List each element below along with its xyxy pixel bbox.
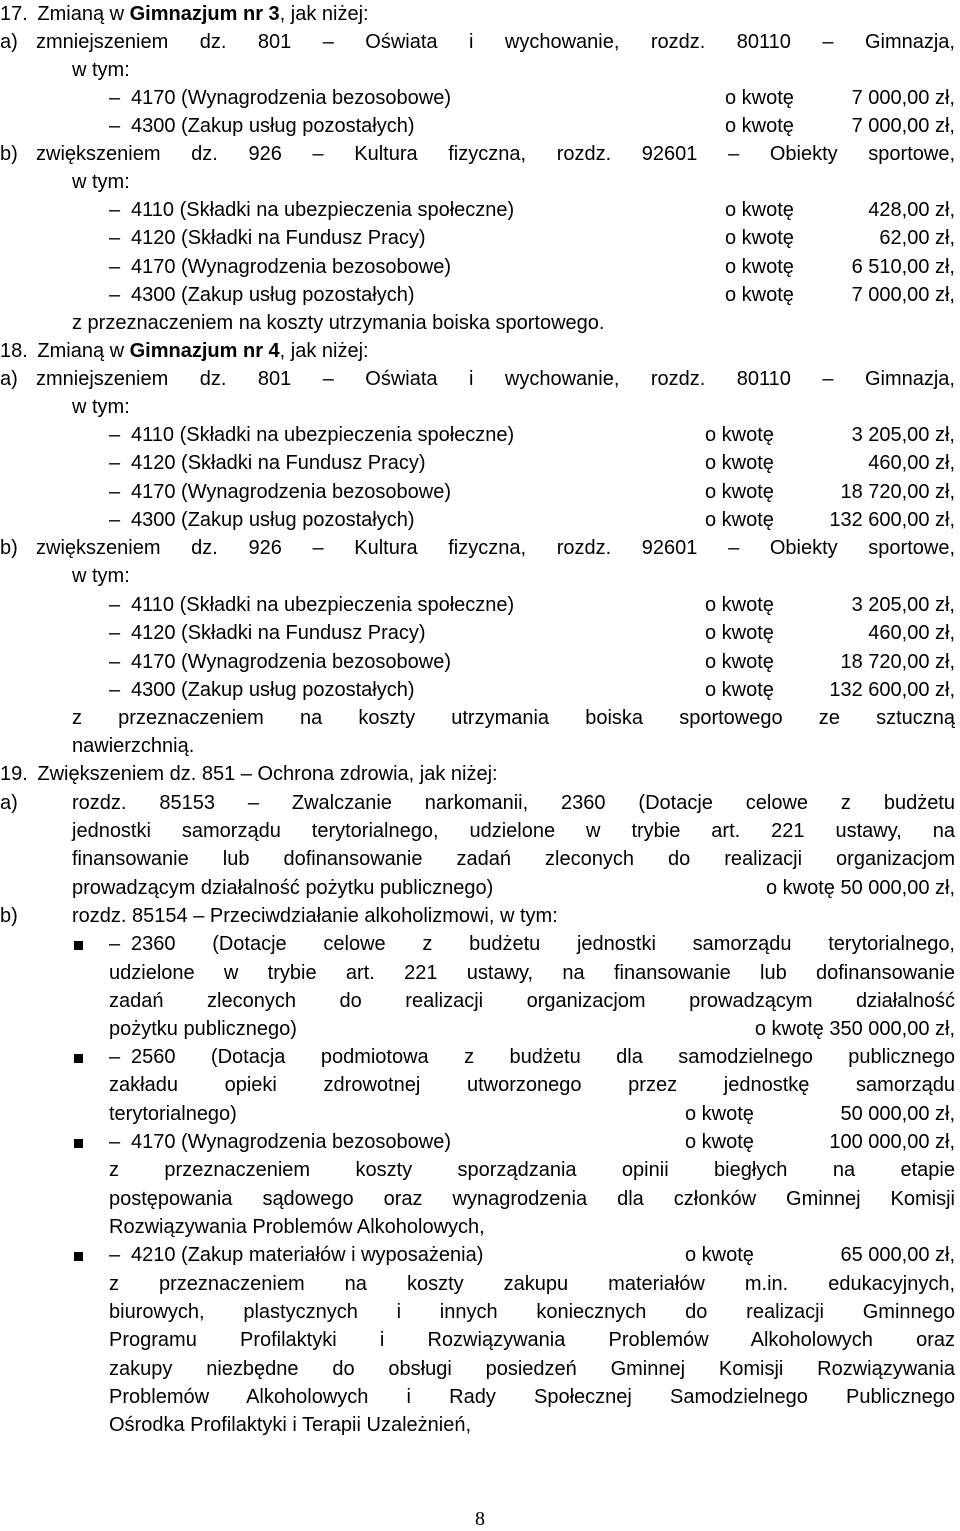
item-description: 4110 (Składki na ubezpieczenia społeczne) [131,594,515,616]
budget-line-item [109,253,955,281]
dash-icon: – [109,115,121,137]
budget-line-item [109,281,955,309]
school-name: Gimnazjum nr 3 [129,3,280,25]
subpoint-b-text: zwiększeniem dz. 926 – Kultura fizyczna, rozdz. 92601 – Obiekty sportowe, [36,143,955,165]
item-description: 4170 (Wynagrodzenia bezosobowe) [131,650,452,673]
amount: 460,00 zł, [868,622,955,645]
section-17-heading: 17. Zmianą w Gimnazjum nr 3, jak niżej: [0,3,369,25]
school-name: Gimnazjum nr 4 [129,340,280,362]
dash-icon: – [109,227,121,250]
budget-line-item [109,421,955,449]
subpoint-a: a) [0,31,18,53]
amount: 50 000,00 zł, [840,1103,955,1125]
item-description: 4170 (Wynagrodzenia bezosobowe) [131,255,452,278]
item-b1-line: udzielone w trybie art. 221 ustawy, na finansowanie lub dofinansowanie [109,962,955,984]
dash-icon: – [109,622,121,645]
item-b1-line: pożytku publicznego) o kwotę 350 000,00 zł, [109,1015,955,1043]
item-b4-purpose: z przeznaczeniem na koszty zakupu materiałów m.in. edukacyjnych, [109,1273,955,1295]
budget-line-item [109,224,955,252]
amount-prefix: o kwotę [725,115,794,137]
amount: 7 000,00 zł, [851,87,955,109]
budget-line-item [109,619,955,647]
purpose-text: z przeznaczeniem na koszty utrzymania boiska sportowego. [72,312,605,334]
amount-prefix: o kwotę [725,87,794,109]
dash-icon: – [109,678,121,701]
amount-prefix: o kwotę [705,622,774,645]
dash-icon: – [109,650,121,673]
item-b3-purpose: Rozwiązywania Problemów Alkoholowych, [109,1216,485,1238]
w-tym-label: w tym: [72,171,130,193]
subpoint-b: b) [0,143,18,165]
amount: 428,00 zł, [868,199,955,221]
subpoint-a: a) [0,368,18,390]
item-description: 4300 (Zakup usług pozostałych) [131,508,415,531]
subpoint-a-line: jednostki samorządu terytorialnego, udzielone w trybie art. 221 ustawy, na [72,820,955,842]
item-description: 4110 (Składki na ubezpieczenia społeczne) [131,199,515,221]
dash-icon: – [109,594,121,616]
item-b4-purpose: zakupy niezbędne do obsługi posiedzeń Gminnej Komisji Rozwiązywania [109,1358,955,1380]
section-18-heading: 18. Zmianą w Gimnazjum nr 4, jak niżej: [0,340,369,362]
w-tym-label: w tym: [72,59,130,81]
item-description: 4110 (Składki na ubezpieczenia społeczne) [131,424,515,446]
amount-prefix: o kwotę [725,255,794,278]
section-number: 18. [0,340,28,362]
amount-prefix: o kwotę [725,199,794,221]
section-number: 19. [0,763,28,785]
amount-prefix: o kwotę [705,594,774,616]
amount-prefix: o kwotę [725,227,794,250]
item-b3-purpose: postępowania sądowego oraz wynagrodzenia dla członków Gminnej Komisji [109,1188,955,1210]
budget-line-item [109,112,955,140]
budget-line-item [109,591,955,619]
subpoint-a-line: prowadzącym działalność pożytku publicznego) o kwotę 50 000,00 zł, [72,874,955,902]
amount: 65 000,00 zł, [840,1244,955,1266]
amount: 3 205,00 zł, [851,594,955,616]
subpoint-a-line: rozdz. 85153 – Zwalczanie narkomanii, 2360 (Dotacje celowe z budżetu [72,792,955,814]
purpose-text: z przeznaczeniem na koszty utrzymania boiska sportowego ze sztuczną [72,707,955,729]
purpose-text-cont: nawierzchnią. [72,735,195,757]
budget-line-item [109,196,955,224]
amount: 132 600,00 zł, [829,678,955,701]
item-description: 4120 (Składki na Fundusz Pracy) [131,452,426,475]
subpoint-a-text: zmniejszeniem dz. 801 – Oświata i wychowanie, rozdz. 80110 – Gimnazja, [36,31,955,53]
amount: 132 600,00 zł, [829,508,955,531]
amount-prefix: o kwotę [705,650,774,673]
square-bullet-icon [74,1252,83,1261]
budget-line-item [109,478,955,506]
item-b4-line: – 4210 (Zakup materiałów i wyposażenia) o kwotę 65 000,00 zł, [109,1241,955,1269]
item-b4-purpose: Ośrodka Profilaktyki i Terapii Uzależnień, [109,1414,472,1436]
amount-prefix: o kwotę [725,283,794,306]
amount: 6 510,00 zł, [851,255,955,278]
dash-icon: – [109,1244,121,1266]
square-bullet-icon [74,941,83,950]
item-b2-line: terytorialnego) o kwotę 50 000,00 zł, [109,1100,955,1128]
amount-prefix: o kwotę [705,480,774,503]
amount: o kwotę 350 000,00 zł, [754,1018,955,1040]
item-description: 4300 (Zakup usług pozostałych) [131,283,415,306]
amount: 18 720,00 zł, [840,480,955,503]
item-description: 4300 (Zakup usług pozostałych) [131,678,415,701]
square-bullet-icon [74,1139,83,1148]
subpoint-a: a) [0,792,18,814]
item-b4-purpose: biurowych, plastycznych i innych koniecznych do realizacji Gminnego [109,1301,955,1323]
item-b3-purpose: z przeznaczeniem koszty sporządzania opinii biegłych na etapie [109,1159,955,1181]
amount-prefix: o kwotę [705,452,774,475]
subpoint-b-text: rozdz. 85154 – Przeciwdziałanie alkoholizmowi, w tym: [72,905,558,927]
item-b4-purpose: Problemów Alkoholowych i Rady Społecznej Samodzielnego Publicznego [109,1386,955,1408]
dash-icon: – [109,480,121,503]
subpoint-a-line: finansowanie lub dofinansowanie zadań zleconych do realizacji organizacjom [72,848,955,870]
dash-icon: – [109,199,121,221]
item-description: 4120 (Składki na Fundusz Pracy) [131,622,426,645]
amount: 3 205,00 zł, [851,424,955,446]
amount: 18 720,00 zł, [840,650,955,673]
w-tym-label: w tym: [72,565,130,587]
w-tym-label: w tym: [72,396,130,418]
budget-line-item [109,648,955,676]
item-description: 4170 (Wynagrodzenia bezosobowe) [131,87,452,109]
dash-icon: – [109,1046,121,1068]
dash-icon: – [109,508,121,531]
subpoint-b: b) [0,537,18,559]
item-b4-purpose: Programu Profilaktyki i Rozwiązywania Problemów Alkoholowych oraz [109,1329,955,1351]
amount: 7 000,00 zł, [851,115,955,137]
amount: 7 000,00 zł, [851,283,955,306]
dash-icon: – [109,424,121,446]
subpoint-a-text: zmniejszeniem dz. 801 – Oświata i wychowanie, rozdz. 80110 – Gimnazja, [36,368,955,390]
section-number: 17. [0,3,28,25]
amount-prefix: o kwotę [705,424,774,446]
item-b1-line: zadań zleconych do realizacji organizacjom prowadzącym działalność [109,990,955,1012]
amount: 100 000,00 zł, [829,1131,955,1153]
amount: 62,00 zł, [879,227,955,250]
amount-prefix: o kwotę [705,508,774,531]
budget-line-item [109,84,955,112]
square-bullet-icon [74,1054,83,1063]
amount: o kwotę 50 000,00 zł, [765,877,955,899]
budget-line-item [109,676,955,704]
item-b2-line: zakładu opieki zdrowotnej utworzonego przez jednostkę samorządu [109,1074,955,1096]
subpoint-b-text: zwiększeniem dz. 926 – Kultura fizyczna, rozdz. 92601 – Obiekty sportowe, [36,537,955,559]
item-b3-line: – 4170 (Wynagrodzenia bezosobowe) o kwotę 100 000,00 zł, [109,1128,955,1156]
item-description: 4170 (Wynagrodzenia bezosobowe) [131,480,452,503]
amount-prefix: o kwotę [705,678,774,701]
subpoint-b: b) [0,905,18,927]
dash-icon: – [109,452,121,475]
dash-icon: – [109,283,121,306]
budget-line-item [109,449,955,477]
item-description: 4300 (Zakup usług pozostałych) [131,115,415,137]
dash-icon: – [109,87,121,109]
dash-icon: – [109,255,121,278]
item-description: 4120 (Składki na Fundusz Pracy) [131,227,426,250]
section-19-heading: 19. Zwiększeniem dz. 851 – Ochrona zdrowia, jak niżej: [0,763,498,785]
budget-line-item [109,506,955,534]
page-number: 8 [475,1508,485,1530]
dash-icon: – [109,1131,121,1153]
item-b2-line: – 2560 (Dotacja podmiotowa z budżetu dla samodzielnego publicznego [109,1043,955,1071]
dash-icon: – [109,933,121,955]
amount: 460,00 zł, [868,452,955,475]
item-b1-line: – 2360 (Dotacje celowe z budżetu jednostki samorządu terytorialnego, [109,930,955,958]
